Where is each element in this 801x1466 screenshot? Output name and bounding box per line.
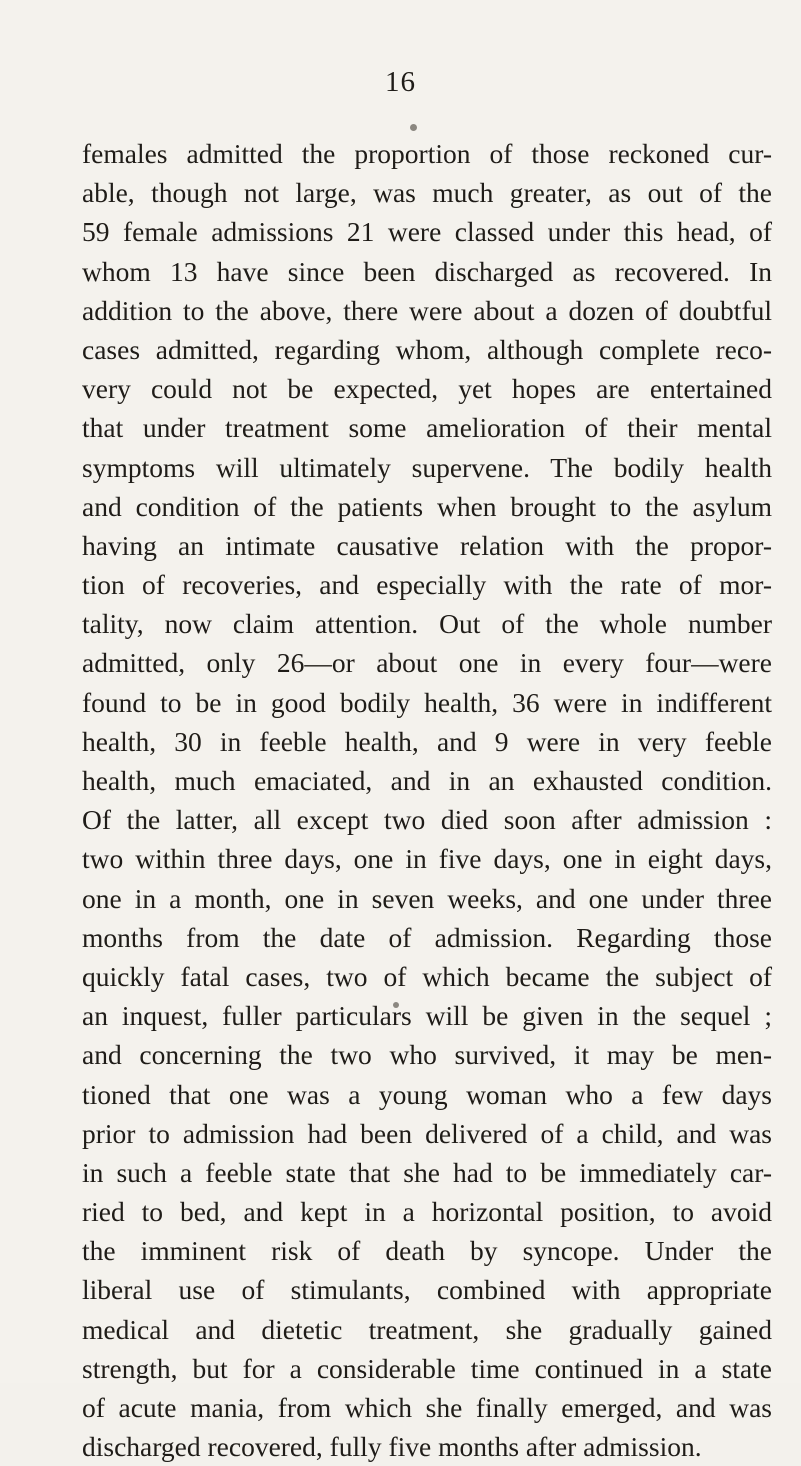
text-line: health, much emaciated, and in an exhausted condition. [82, 765, 772, 796]
text-line: strength, but for a considerable time continued in a state [82, 1352, 772, 1384]
text-line: an inquest, fuller particulars will be given in the sequel ; [82, 1000, 772, 1032]
text-line: in such a feeble state that she had to be immediately car- [82, 1156, 772, 1188]
text-line: Of the latter, all except two died soon after admission : [82, 804, 772, 836]
text-line: whom 13 have since been discharged as recovered. In [82, 255, 772, 287]
text-line: quickly fatal cases, two of which became the subject of [82, 960, 772, 992]
text-line: addition to the above, there were about a dozen of doubtful [82, 294, 772, 326]
body-text [82, 134, 772, 1466]
text-line: two within three days, one in five days, one in eight days, [82, 843, 772, 875]
text-line: the imminent risk of death by syncope. Under the [82, 1235, 772, 1267]
text-line: 59 female admissions 21 were classed under this head, of [82, 216, 772, 248]
text-line: and condition of the patients when brought to the asylum [82, 490, 772, 522]
print-speck [410, 124, 417, 131]
page-number: 16 [385, 66, 416, 98]
text-line: having an intimate causative relation with the propor- [82, 529, 772, 561]
text-line: tioned that one was a young woman who a few days [82, 1078, 772, 1110]
text-line: liberal use of stimulants, combined with appropriate [82, 1274, 772, 1306]
text-line: able, though not large, was much greater, as out of the [82, 177, 772, 209]
text-line: symptoms will ultimately supervene. The bodily health [82, 451, 772, 483]
text-line: one in a month, one in seven weeks, and one under three [82, 882, 772, 914]
text-line: months from the date of admission. Regarding those [82, 921, 772, 953]
text-line: found to be in good bodily health, 36 were in indifferent [82, 686, 772, 718]
text-line: discharged recovered, fully five months after admission. [82, 1431, 702, 1463]
text-line: tality, now claim attention. Out of the whole number [82, 608, 772, 640]
text-line: and concerning the two who survived, it may be men- [82, 1039, 772, 1071]
text-line: medical and dietetic treatment, she gradually gained [82, 1313, 772, 1345]
text-line: cases admitted, regarding whom, although complete reco- [82, 333, 772, 365]
text-line: females admitted the proportion of those reckoned cur- [82, 138, 772, 169]
text-line: prior to admission had been delivered of a child, and was [82, 1117, 772, 1149]
text-line: health, 30 in feeble health, and 9 were in very feeble [82, 725, 772, 757]
text-line: ried to bed, and kept in a horizontal position, to avoid [82, 1196, 772, 1228]
text-line: of acute mania, from which she finally emerged, and was [82, 1392, 772, 1423]
text-line: very could not be expected, yet hopes are entertained [82, 373, 772, 405]
text-line: tion of recoveries, and especially with the rate of mor- [82, 569, 772, 601]
text-line: admitted, only 26—or about one in every four—were [82, 647, 772, 679]
text-line: that under treatment some amelioration of their mental [82, 412, 772, 444]
